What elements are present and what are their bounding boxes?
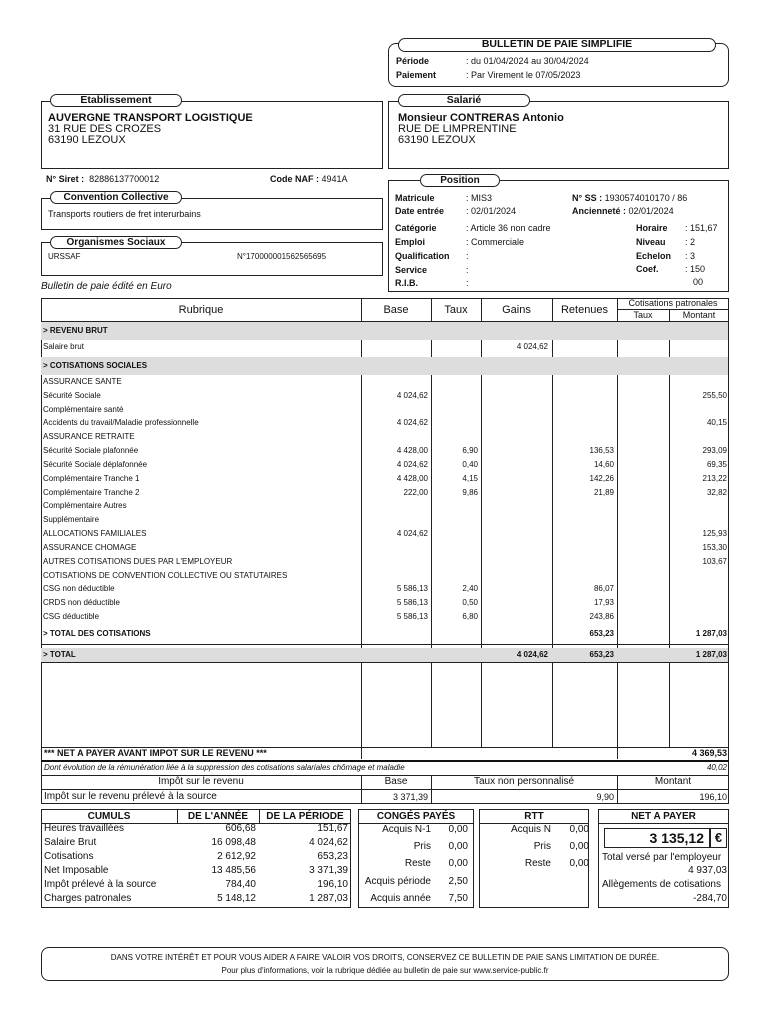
cumul-annee: 606,68 bbox=[225, 823, 256, 834]
row-base: 5 586,13 bbox=[396, 598, 428, 607]
row-pmontant: 293,09 bbox=[702, 446, 727, 455]
currency-symbol: € bbox=[714, 830, 723, 845]
header-patronales: Cotisations patronales bbox=[628, 298, 718, 308]
net-payer-amount: 3 135,12 bbox=[649, 830, 704, 846]
evolution-value: 40,02 bbox=[706, 763, 727, 772]
net-avant-impot-value: 4 369,53 bbox=[691, 748, 727, 758]
total-cotisations-row: > TOTAL DES COTISATIONS 653,23 1 287,03 bbox=[43, 629, 727, 638]
net-payer-header: NET A PAYER bbox=[631, 811, 696, 822]
table-row bbox=[41, 416, 728, 430]
table-row bbox=[41, 513, 728, 527]
row-gains: 4 024,62 bbox=[516, 342, 548, 351]
cumul-annee: 16 098,48 bbox=[211, 837, 256, 848]
rtt-value: 0,00 bbox=[569, 841, 589, 852]
row-label: Complémentaire Tranche 2 bbox=[43, 488, 140, 497]
header-retenues: Retenues bbox=[560, 304, 609, 316]
row-retenues: 136,53 bbox=[589, 446, 614, 455]
conges-value: 2,50 bbox=[448, 876, 468, 887]
salarie-address2: 63190 LEZOUX bbox=[398, 134, 476, 146]
conges-value: 0,00 bbox=[448, 841, 468, 852]
row-label: COTISATIONS DE CONVENTION COLLECTIVE OU STATUTAIRES bbox=[43, 571, 288, 580]
row-taux: 0,40 bbox=[462, 460, 478, 469]
cumul-annee: 13 485,56 bbox=[211, 865, 256, 876]
rib-sep: : bbox=[466, 278, 469, 288]
header-pmontant: Montant bbox=[682, 310, 716, 320]
rtt-header: RTT bbox=[524, 811, 544, 822]
anciennete: Ancienneté : 02/01/2024 bbox=[572, 206, 674, 216]
row-taux: 9,86 bbox=[462, 488, 478, 497]
ss: N° SS : 1930574010170 / 86 bbox=[572, 193, 688, 203]
niveau-label: Niveau bbox=[636, 237, 666, 247]
row-label: ASSURANCE RETRAITE bbox=[43, 432, 135, 441]
paiement-label: Paiement bbox=[396, 70, 437, 80]
doc-title: BULLETIN DE PAIE SIMPLIFIE bbox=[398, 38, 716, 52]
cumul-label: Impôt prélevé à la source bbox=[44, 879, 157, 890]
matricule-value: : MIS3 bbox=[466, 193, 493, 203]
cumul-label: Cotisations bbox=[44, 851, 94, 862]
service-label: Service bbox=[395, 265, 428, 275]
cumul-periode: 1 287,03 bbox=[309, 893, 348, 904]
section-row bbox=[41, 322, 728, 340]
verse-value: 4 937,03 bbox=[688, 865, 727, 876]
impot-header: Impôt sur le revenu bbox=[158, 776, 244, 787]
row-base: 5 586,13 bbox=[396, 612, 428, 621]
etab-name: AUVERGNE TRANSPORT LOGISTIQUE bbox=[48, 112, 253, 124]
qualification-label: Qualification bbox=[395, 251, 450, 261]
table-row bbox=[41, 582, 728, 596]
salarie-title: Salarié bbox=[398, 94, 530, 107]
conges-label: Pris bbox=[413, 841, 431, 852]
table-row bbox=[41, 486, 728, 500]
row-label: ALLOCATIONS FAMILIALES bbox=[43, 529, 147, 538]
cumuls-periode-header: DE LA PÉRIODE bbox=[266, 811, 344, 822]
row-label: Sécurité Sociale déplafonnée bbox=[43, 460, 148, 469]
currency-note: Bulletin de paie édité en Euro bbox=[41, 281, 172, 292]
cumul-periode: 653,23 bbox=[317, 851, 348, 862]
verse-label: Total versé par l'employeur bbox=[602, 852, 722, 863]
row-pmontant: 103,67 bbox=[702, 557, 727, 566]
cumuls-annee-header: DE L'ANNÉE bbox=[187, 811, 249, 822]
emploi-value: : Commerciale bbox=[466, 237, 525, 247]
organisme-name: URSSAF bbox=[48, 252, 81, 261]
row-label: Sécurité Sociale bbox=[43, 391, 101, 400]
row-retenues: 243,86 bbox=[589, 612, 614, 621]
impot-base-header: Base bbox=[384, 776, 408, 787]
matricule-label: Matricule bbox=[395, 193, 435, 203]
rtt-value: 0,00 bbox=[569, 858, 589, 869]
rtt-value: 0,00 bbox=[569, 824, 589, 835]
etab-address1: 31 RUE DES CROZES bbox=[48, 123, 162, 135]
echelon-value: : 3 bbox=[685, 251, 696, 261]
categorie-value: : Article 36 non cadre bbox=[466, 223, 551, 233]
row-taux: 4,15 bbox=[462, 474, 478, 483]
cumul-periode: 4 024,62 bbox=[309, 837, 348, 848]
paiement-value: : Par Virement le 07/05/2023 bbox=[466, 70, 581, 80]
table-row bbox=[41, 340, 728, 354]
row-pmontant: 255,50 bbox=[702, 391, 727, 400]
cumul-annee: 784,40 bbox=[225, 879, 256, 890]
pas-base: 3 371,39 bbox=[392, 792, 428, 802]
row-base: 4 024,62 bbox=[396, 391, 428, 400]
impot-taux-header: Taux non personnalisé bbox=[473, 776, 575, 787]
position-title: Position bbox=[420, 174, 500, 187]
allegements-label: Allègements de cotisations bbox=[602, 879, 721, 890]
row-pmontant: 32,82 bbox=[706, 488, 727, 497]
header-taux: Taux bbox=[444, 304, 468, 316]
convention-value: Transports routiers de fret interurbains bbox=[48, 209, 201, 219]
table-row bbox=[41, 569, 728, 583]
periode-label: Période bbox=[396, 56, 430, 66]
table-row bbox=[41, 458, 728, 472]
cumul-annee: 5 148,12 bbox=[217, 893, 256, 904]
cumul-label: Salaire Brut bbox=[44, 837, 97, 848]
rib-label: R.I.B. bbox=[395, 278, 419, 288]
row-label: Sécurité Sociale plafonnée bbox=[43, 446, 139, 455]
rtt-label: Reste bbox=[524, 858, 551, 869]
row-pmontant: 213,22 bbox=[702, 474, 727, 483]
conges-label: Reste bbox=[404, 858, 431, 869]
coef-label: Coef. bbox=[636, 264, 659, 274]
row-pmontant: 69,35 bbox=[706, 460, 727, 469]
periode-value: : du 01/04/2024 au 30/04/2024 bbox=[466, 56, 589, 66]
header-gains: Gains bbox=[502, 304, 531, 316]
rtt-label: Acquis N bbox=[510, 824, 551, 835]
row-pmontant: 125,93 bbox=[702, 529, 727, 538]
organisme-number: N°170000001562565695 bbox=[237, 252, 327, 261]
row-label: Salaire brut bbox=[43, 342, 84, 351]
cumul-label: Charges patronales bbox=[44, 893, 132, 904]
table-row bbox=[41, 555, 728, 569]
emploi-label: Emploi bbox=[395, 237, 426, 247]
table-row bbox=[41, 444, 728, 458]
row-base: 4 428,00 bbox=[396, 446, 428, 455]
conges-value: 7,50 bbox=[448, 893, 468, 904]
cumul-periode: 151,67 bbox=[317, 823, 348, 834]
net-avant-impot-label: *** NET A PAYER AVANT IMPOT SUR LE REVENU *** bbox=[44, 748, 267, 758]
cumul-periode: 3 371,39 bbox=[309, 865, 348, 876]
table-row bbox=[41, 596, 728, 610]
row-retenues: 86,07 bbox=[593, 584, 614, 593]
horaire-label: Horaire bbox=[636, 223, 668, 233]
convention-title: Convention Collective bbox=[50, 191, 182, 204]
siret: N° Siret : 82886137700012 bbox=[46, 174, 160, 184]
row-label: > COTISATIONS SOCIALES bbox=[43, 361, 148, 370]
row-label: Accidents du travail/Maladie professionnelle bbox=[43, 418, 199, 427]
organismes-title: Organismes Sociaux bbox=[50, 236, 182, 249]
allegements-value: -284,70 bbox=[693, 893, 727, 904]
table-row bbox=[41, 499, 728, 513]
service-sep: : bbox=[466, 265, 469, 275]
table-row bbox=[41, 403, 728, 417]
pas-montant: 196,10 bbox=[699, 792, 727, 802]
row-base: 4 024,62 bbox=[396, 418, 428, 427]
table-row bbox=[41, 541, 728, 555]
niveau-value: : 2 bbox=[685, 237, 696, 247]
coef-value: : 150 bbox=[685, 264, 706, 274]
etablissement-title: Etablissement bbox=[50, 94, 182, 107]
section-row bbox=[41, 357, 728, 375]
salarie-name: Monsieur CONTRERAS Antonio bbox=[398, 112, 564, 124]
impot-montant-header: Montant bbox=[654, 776, 692, 787]
footer-line2: Pour plus d'informations, voir la rubrique dédiée au bulletin de paie sur www.service-public.fr bbox=[221, 966, 549, 975]
row-base: 4 428,00 bbox=[396, 474, 428, 483]
row-pmontant: 153,30 bbox=[702, 543, 727, 552]
table-row bbox=[41, 610, 728, 624]
salarie-address1: RUE DE LIMPRENTINE bbox=[398, 123, 517, 135]
row-label: CRDS non déductible bbox=[43, 598, 120, 607]
horaire-value: : 151,67 bbox=[685, 223, 718, 233]
row-label: Complémentaire Autres bbox=[43, 501, 127, 510]
cumul-annee: 2 612,92 bbox=[217, 851, 256, 862]
header-rubrique: Rubrique bbox=[178, 304, 224, 316]
conges-header: CONGÉS PAYÉS bbox=[376, 811, 456, 822]
pas-label: Impôt sur le revenu prélevé à la source bbox=[44, 791, 217, 802]
qualification-sep: : bbox=[466, 251, 469, 261]
echelon-label: Echelon bbox=[636, 251, 672, 261]
table-row bbox=[41, 527, 728, 541]
table-row bbox=[41, 389, 728, 403]
evolution-label: Dont évolution de la rémunération liée à la suppression des cotisations salariales chômage et maladie bbox=[44, 763, 405, 772]
conges-label: Acquis N-1 bbox=[382, 824, 431, 835]
row-label: CSG non déductible bbox=[43, 584, 115, 593]
conges-label: Acquis période bbox=[364, 876, 431, 887]
table-row bbox=[41, 472, 728, 486]
net-payer-header-line bbox=[598, 823, 729, 824]
row-retenues: 14,60 bbox=[593, 460, 614, 469]
naf: Code NAF : 4941A bbox=[270, 174, 348, 184]
row-label: > REVENU BRUT bbox=[43, 326, 108, 335]
row-taux: 6,90 bbox=[462, 446, 478, 455]
row-taux: 6,80 bbox=[462, 612, 478, 621]
net-line bbox=[41, 760, 729, 762]
row-base: 4 024,62 bbox=[396, 529, 428, 538]
entree-label: Date entrée bbox=[395, 206, 445, 216]
coef-value2: 00 bbox=[693, 277, 704, 287]
footer-line1: DANS VOTRE INTÉRÊT ET POUR VOUS AIDER A FAIRE VALOIR VOS DROITS, CONSERVEZ CE BULLETIN DE PAIE SANS LIMITATION DE DURÉE. bbox=[110, 953, 660, 962]
impot-line bbox=[41, 789, 729, 790]
row-label: Complémentaire santé bbox=[43, 405, 124, 414]
row-base: 222,00 bbox=[403, 488, 428, 497]
row-taux: 0,50 bbox=[462, 598, 478, 607]
row-label: Supplémentaire bbox=[43, 515, 100, 524]
header-base: Base bbox=[383, 304, 409, 316]
header-ptaux: Taux bbox=[633, 310, 653, 320]
row-retenues: 21,89 bbox=[593, 488, 614, 497]
cumul-label: Heures travaillées bbox=[44, 823, 125, 834]
etab-address2: 63190 LEZOUX bbox=[48, 134, 126, 146]
categorie-label: Catégorie bbox=[395, 223, 437, 233]
table-row bbox=[41, 375, 728, 389]
row-taux: 2,40 bbox=[462, 584, 478, 593]
total-line bbox=[41, 644, 729, 645]
row-pmontant: 40,15 bbox=[706, 418, 727, 427]
row-label: CSG déductible bbox=[43, 612, 100, 621]
cumul-label: Net Imposable bbox=[44, 865, 109, 876]
conges-label: Acquis année bbox=[370, 893, 431, 904]
row-base: 5 586,13 bbox=[396, 584, 428, 593]
total-row: > TOTAL 4 024,62 653,23 1 287,03 bbox=[41, 648, 728, 662]
row-label: Complémentaire Tranche 1 bbox=[43, 474, 140, 483]
row-label: ASSURANCE CHOMAGE bbox=[43, 543, 137, 552]
row-retenues: 142,26 bbox=[589, 474, 614, 483]
pas-taux: 9,90 bbox=[596, 792, 614, 802]
entree-value: : 02/01/2024 bbox=[466, 206, 517, 216]
row-base: 4 024,62 bbox=[396, 460, 428, 469]
net-divider bbox=[361, 747, 362, 759]
row-label: ASSURANCE SANTE bbox=[43, 377, 122, 386]
row-label: AUTRES COTISATIONS DUES PAR L'EMPLOYEUR bbox=[43, 557, 233, 566]
conges-value: 0,00 bbox=[448, 858, 468, 869]
conges-value: 0,00 bbox=[448, 824, 468, 835]
total-line bbox=[41, 662, 729, 663]
table-row bbox=[41, 430, 728, 444]
row-retenues: 17,93 bbox=[593, 598, 614, 607]
cumul-periode: 196,10 bbox=[317, 879, 348, 890]
rtt-label: Pris bbox=[533, 841, 551, 852]
cumuls-header: CUMULS bbox=[87, 811, 131, 822]
